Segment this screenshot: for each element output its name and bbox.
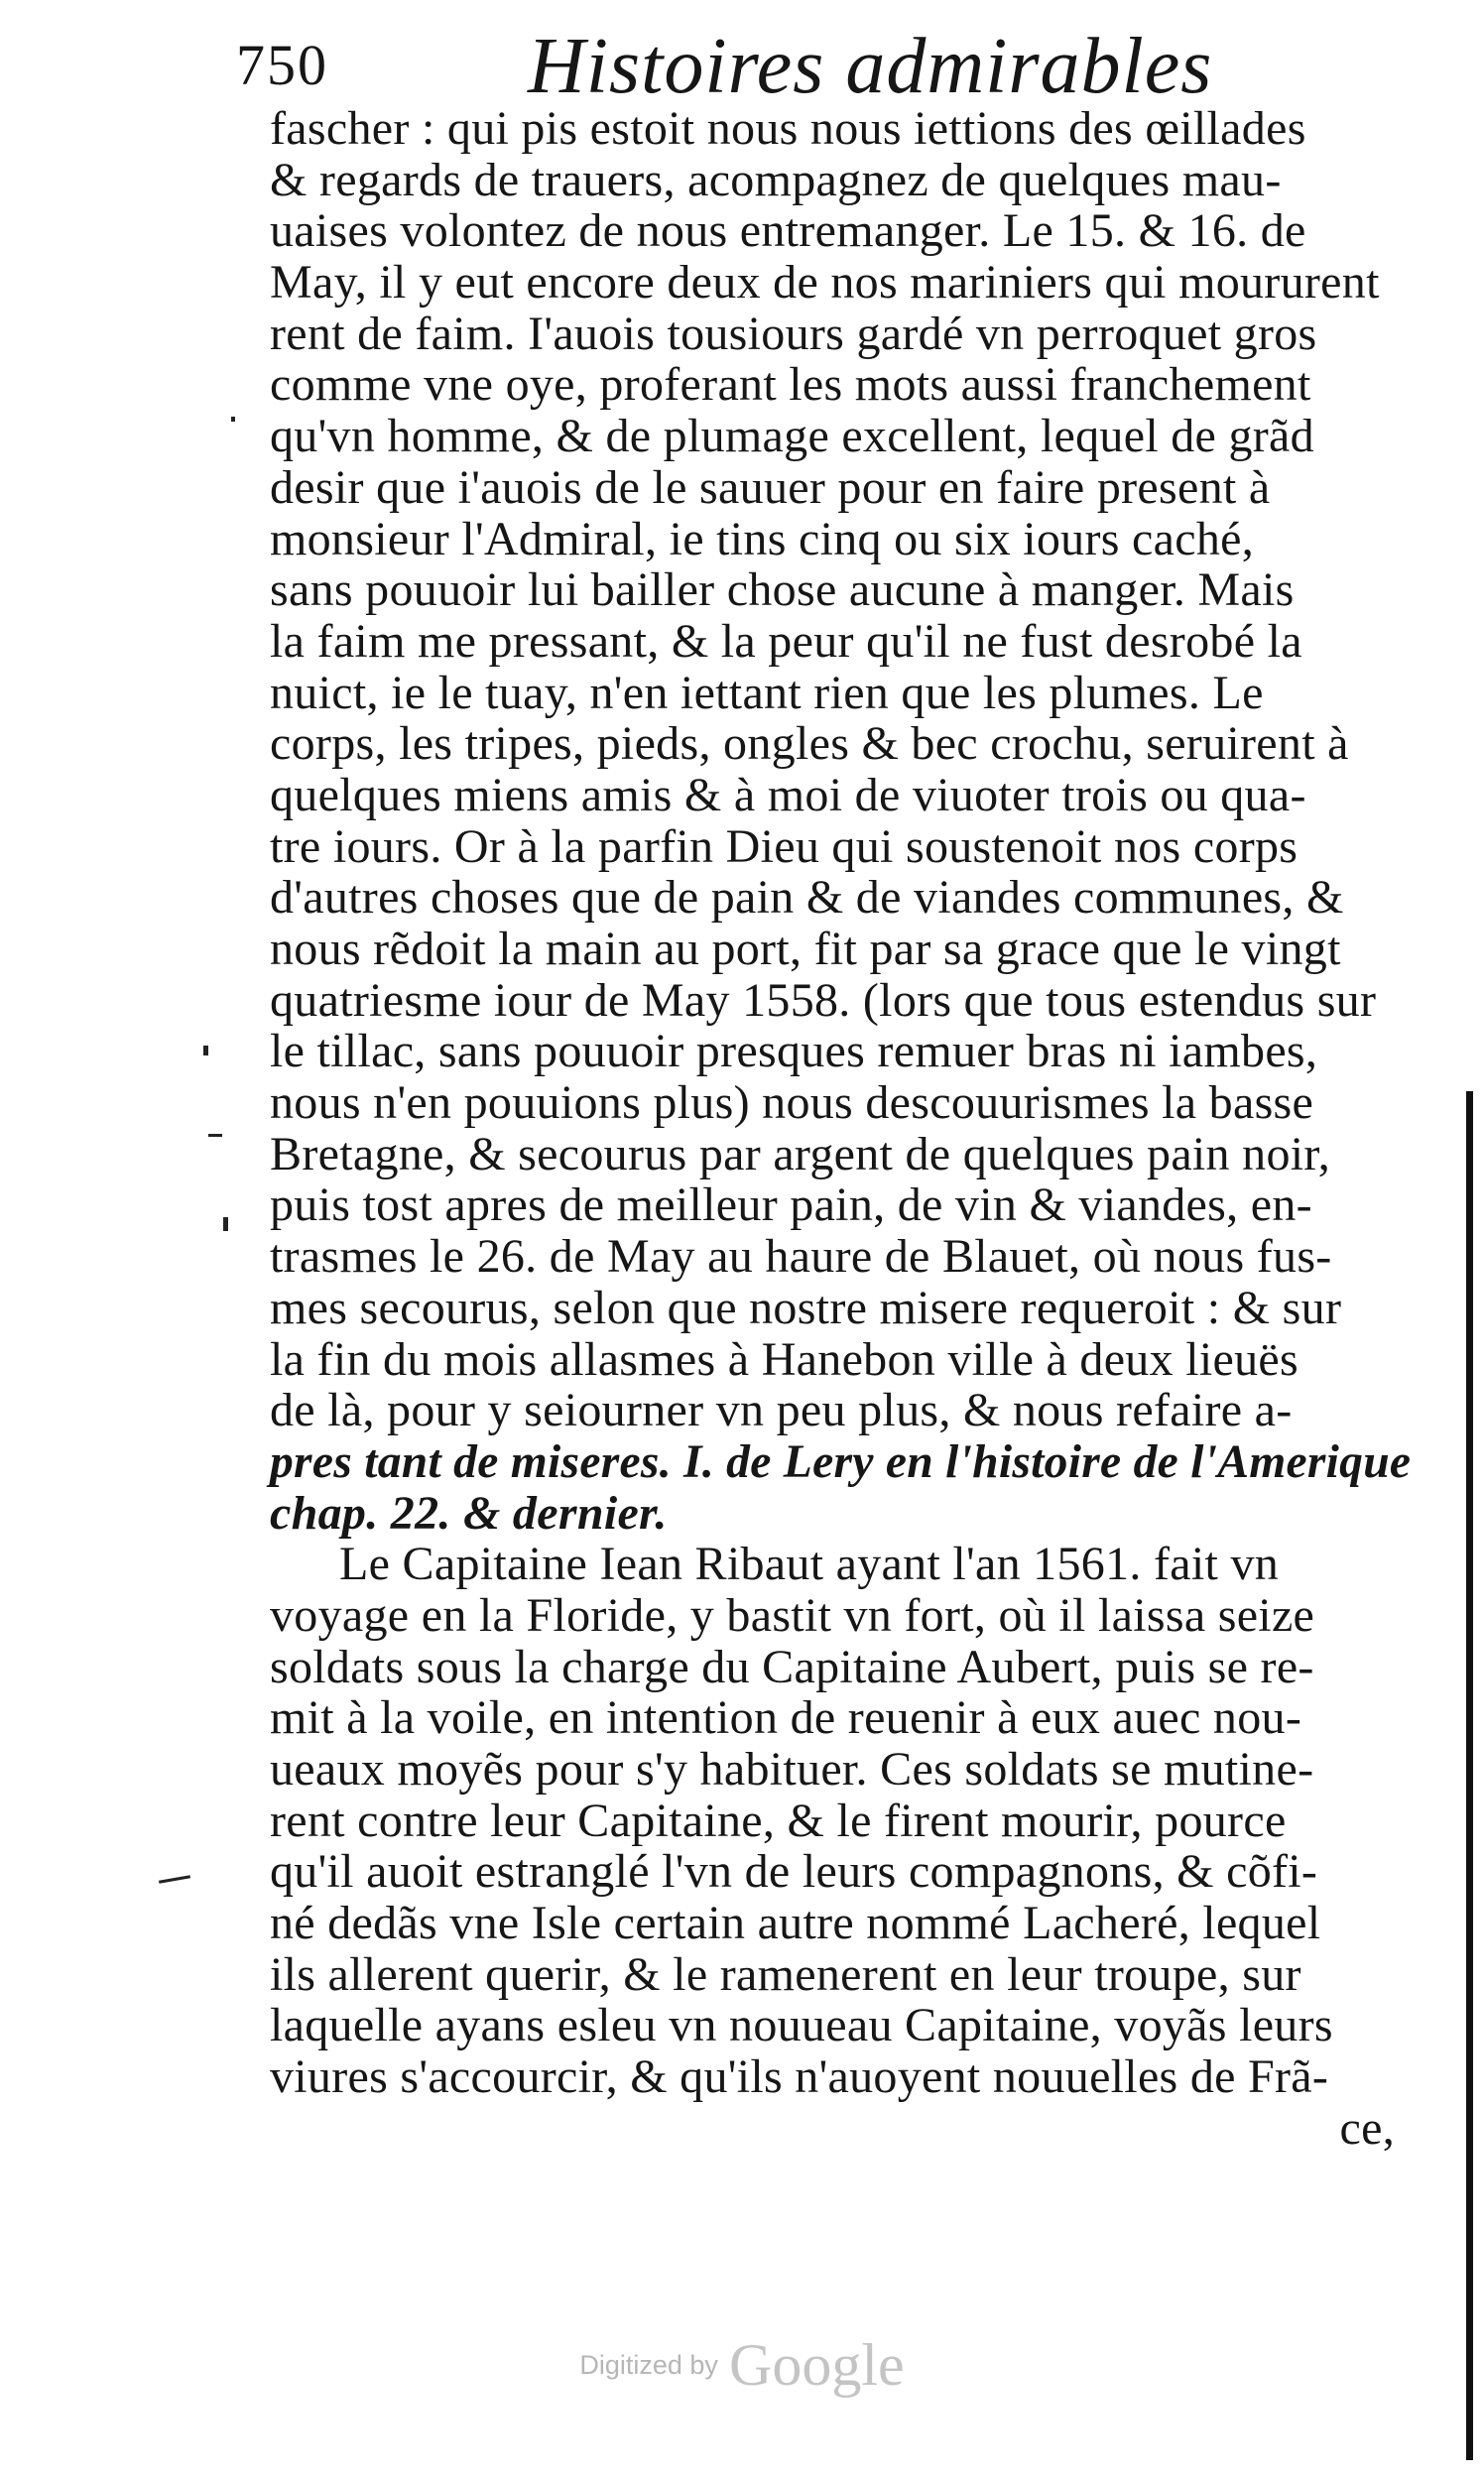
text-line: ce, — [1339, 2101, 1395, 2155]
margin-ink-mark — [159, 1875, 190, 1884]
text-line: rent contre leur Capitaine, & le firent mourir, pource — [270, 1794, 1287, 1847]
page-number: 750 — [236, 33, 328, 97]
text-line: May, il y eut encore deux de nos mariniers qui moururent — [270, 256, 1380, 310]
margin-ink-mark — [231, 417, 235, 422]
text-line: le tillac, sans pouuoir presques remuer bras ni iambes, — [270, 1025, 1318, 1078]
text-line: puis tost apres de meilleur pain, de vin & viandes, en- — [270, 1178, 1312, 1232]
text-line: laquelle ayans esleu vn nouueau Capitaine, voyãs leurs — [270, 1999, 1333, 2052]
text-line: sans pouuoir lui bailler chose aucune à manger. Mais — [270, 563, 1295, 617]
text-line: la faim me pressant, & la peur qu'il ne fust desrobé la — [270, 614, 1302, 668]
text-line: trasmes le 26. de May au haure de Blauet, où nous fus- — [270, 1230, 1332, 1284]
text-line: qu'il auoit estranglé l'vn de leurs compagnons, & cõfi- — [270, 1845, 1318, 1899]
text-line: monsieur l'Admiral, ie tins cinq ou six iours caché, — [270, 512, 1255, 565]
binding-edge — [1466, 1091, 1473, 2460]
text-line: ils allerent querir, & le ramenerent en leur troupe, sur — [270, 1947, 1301, 2001]
text-line: comme vne oye, proferant les mots aussi franchement — [270, 358, 1311, 412]
text-line: fascher : qui pis estoit nous nous iettions des œillades — [270, 102, 1306, 155]
text-line: Bretagne, & secourus par argent de quelques pain noir, — [270, 1127, 1331, 1180]
text-line: soldats sous la charge du Capitaine Aubert, puis se re- — [270, 1640, 1314, 1693]
text-line: qu'vn homme, & de plumage excellent, lequel de grãd — [270, 410, 1314, 463]
text-line: chap. 22. & dernier. — [270, 1486, 668, 1540]
digitization-footer — [0, 2331, 1484, 2400]
text-line: Le Capitaine Iean Ribaut ayant l'an 1561. fait vn — [339, 1538, 1280, 1591]
text-line: mes secourus, selon que nostre misere requeroit : & sur — [270, 1281, 1342, 1334]
text-line: viures s'accourcir, & qu'ils n'auoyent nouuelles de Frã- — [270, 2050, 1329, 2104]
text-line: la fin du mois allasmes à Hanebon ville à deux lieuës — [270, 1332, 1298, 1386]
text-line: uaises volontez de nous entremanger. Le 15. & 16. de — [270, 204, 1306, 258]
text-line: nous rẽdoit la main au port, fit par sa grace que le vingt — [270, 923, 1341, 975]
text-line: quatriesme iour de May 1558. (lors que tous estendus sur — [270, 973, 1377, 1027]
text-line: voyage en la Floride, y bastit vn fort, où il laissa seize — [270, 1588, 1315, 1642]
text-line: tre iours. Or à la parfin Dieu qui soustenoit nos corps — [270, 819, 1298, 873]
text-line: rent de faim. I'auois tousiours gardé vn perroquet gros — [270, 307, 1317, 360]
body-text — [270, 103, 1411, 2155]
margin-ink-mark — [208, 1134, 222, 1137]
text-line: nous n'en pouuions plus) nous descouurismes la basse — [270, 1076, 1314, 1130]
text-line: & regards de trauers, acompagnez de quelques mau- — [270, 153, 1282, 206]
margin-ink-mark — [203, 1046, 208, 1055]
text-line: né dedãs vne Isle certain autre nommé Lacheré, lequel — [270, 1897, 1321, 1950]
text-line: pres tant de miseres. I. de Lery en l'histoire de l'Amerique — [270, 1434, 1412, 1488]
google-wordmark: Google — [729, 2332, 905, 2398]
text-line: corps, les tripes, pieds, ongles & bec crochu, seruirent à — [270, 717, 1349, 771]
text-line: nuict, ie le tuay, n'en iettant rien que les plumes. Le — [270, 666, 1264, 719]
text-line: de là, pour y seiourner vn peu plus, & nous refaire a- — [270, 1384, 1293, 1437]
text-line: quelques miens amis & à moi de viuoter trois ou qua- — [270, 768, 1306, 821]
text-line: mit à la voile, en intention de reuenir à eux auec nou- — [270, 1691, 1302, 1745]
text-line: desir que i'auois de le sauuer pour en faire present à — [270, 460, 1271, 514]
digitized-by-label: Digitized by — [579, 2350, 718, 2380]
running-title: Histoires admirables — [528, 23, 1213, 110]
text-line: ueaux moyẽs pour s'y habituer. Ces soldats se mutine- — [270, 1743, 1314, 1796]
text-line: d'autres choses que de pain & de viandes communes, & — [270, 871, 1344, 925]
margin-ink-mark — [223, 1217, 228, 1231]
